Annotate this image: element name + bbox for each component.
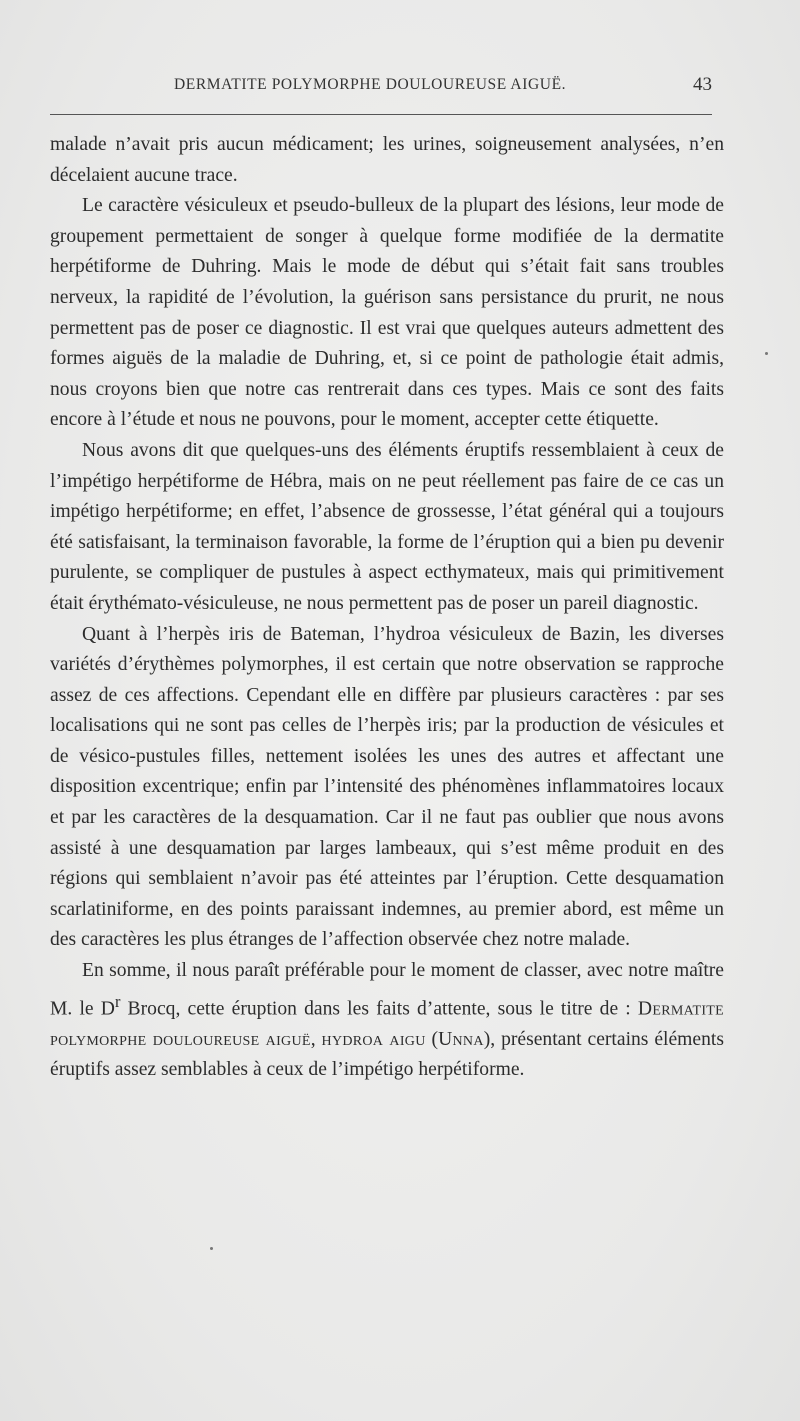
body-text: [50, 130, 724, 1086]
paragraph-5-comma: ,: [310, 1028, 322, 1050]
author-name: Unna: [438, 1028, 484, 1050]
doctor-superscript: r: [114, 991, 121, 1011]
paragraph-5: [50, 956, 724, 1086]
paragraph-4: Quant à l’herpès iris de Bateman, l’hydroa vésiculeux de Bazin, les diverses variétés d’érythèmes polymorphes, il est certain que notre observation se rapproche assez de ces affections. Cependant elle en diffère par plusieurs caractères : par ses localisations qui ne sont pas celles de l’herpès iris; par la production de vésicules et de vésico-pustules filles, nettement isolées les unes des autres et affectant une disposition excentrique; enfin par l’intensité des phénomènes inflammatoires locaux et par les caractères de la desquamation. Car il ne faut pas oublier que nous avons assisté à une desquamation par larges lambeaux, qui s’est même produit en des régions qui semblaient n’avoir pas été atteintes par l’éruption. Cette desquamation scarlatiniforme, en des points paraissant indemnes, au premier abord, est même un des caractères les plus étranges de l’affection observée chez notre malade.: [50, 623, 724, 951]
disease-term-2: hydroa aigu: [321, 1028, 426, 1050]
paragraph-5-paren: (: [425, 1028, 439, 1050]
paragraph-3: Nous avons dit que quelques-uns des éléments éruptifs ressemblaient à ceux de l’impétigo herpétiforme de Hébra, mais on ne peut réellement pas faire de ce cas un impétigo herpétiforme; en effet, l’absence de grossesse, l’état général qui a toujours été satisfaisant, la terminaison favorable, la forme de l’éruption qui a bien pu devenir purulente, se compliquer de pustules à aspect ecthymateux, mais qui primitivement était érythémato-vésiculeuse, ne nous permettent pas de poser un pareil diagnostic.: [50, 439, 724, 614]
page-number: 43: [693, 74, 712, 95]
disease-term-1: Dermatite polymorphe douloureuse aiguë: [50, 998, 724, 1050]
paragraph-5-mid: Brocq, cette éruption dans les faits d’attente, sous le titre de :: [120, 998, 638, 1020]
header-rule: [50, 114, 712, 115]
running-title: DERMATITE POLYMORPHE DOULOUREUSE AIGUË.: [174, 76, 567, 93]
paragraph-2: Le caractère vésiculeux et pseudo-bulleux de la plupart des lésions, leur mode de groupement permettaient de songer à quelque forme modifiée de la dermatite herpétiforme de Duhring. Mais le mode de début qui s’était fait sans troubles nerveux, la rapidité de l’évolution, la guérison sans persistance du prurit, ne nous permettent pas de poser ce diagnostic. Il est vrai que quelques auteurs admettent des formes aiguës de la maladie de Duhring, et, si ce point de pathologie était admis, nous croyons bien que notre cas rentrerait dans ces types. Mais ce sont des faits encore à l’étude et nous ne pouvons, pour le moment, accepter cette étiquette.: [50, 195, 724, 431]
paragraph-1: malade n’avait pris aucun médicament; les urines, soigneusement analysées, n’en décelaient aucune trace.: [50, 134, 724, 186]
paper-speck: [765, 352, 768, 355]
paper-speck: [210, 1247, 213, 1250]
paragraph-5-start: En somme, il nous paraît préférable pour le moment de classer, avec notre maître M. le D: [50, 960, 724, 1020]
paragraph-5-end: ), présentant certains éléments éruptifs assez semblables à ceux de l’impétigo herpétiforme.: [50, 1028, 724, 1081]
running-head: [50, 76, 712, 98]
